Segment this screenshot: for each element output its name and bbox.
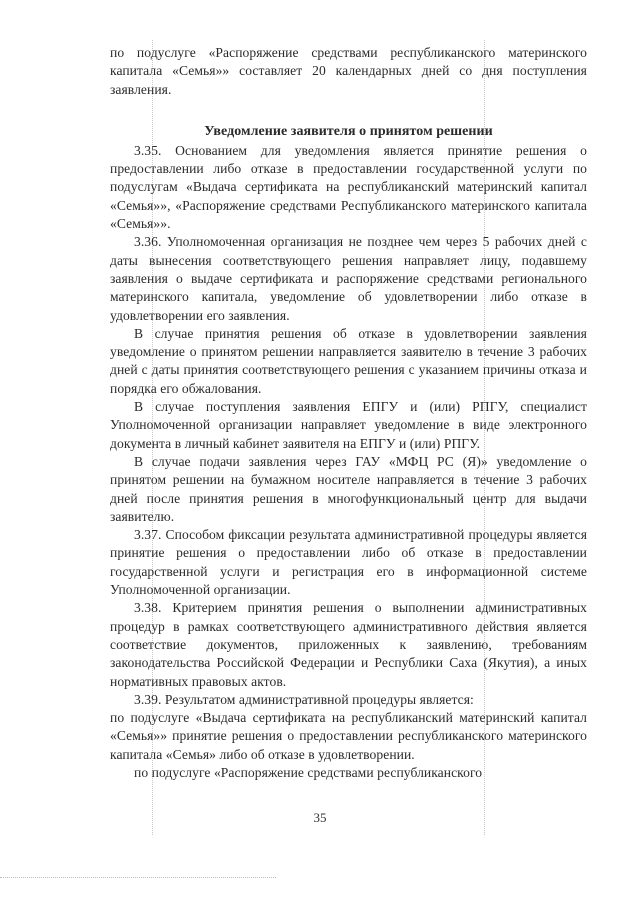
- scan-bottom-edge: [0, 877, 276, 878]
- paragraph-3-38: 3.38. Критерием принятия решения о выполнении административных процедур в рамках соответствующего административного действия является соответствие документов, приложенных к заявлению, требованиям законодательства Российской Федерации и Республики Саха (Якутия), а иных нормативных правовых актов.: [110, 600, 587, 689]
- section-heading: Уведомление заявителя о принятом решении: [204, 123, 493, 139]
- paragraph-refusal-notice: В случае принятия решения об отказе в удовлетворении заявления уведомление о принятом решении направляется заявителю в течение 3 рабочих дней с даты принятия соответствующего решения с указанием причины отказа и порядка его обжалования.: [110, 325, 587, 396]
- paragraph-3-35: 3.35. Основанием для уведомления является принятие решения о предоставлении либо отказе в предоставлении государственной услуги по подуслугам «Выдача сертификата на республиканский материнский капитал «Семья»», «Распоряжение средствами Республиканского материнского капитала «Семья»».: [110, 142, 587, 232]
- document-body: [110, 44, 587, 782]
- paragraph-subservice-certificate: по подуслуге «Выдача сертификата на республиканский материнский капитал «Семья»» принятие решения о предоставлении республиканского материнского капитала «Семья» либо об отказе в удовлетворении.: [110, 710, 587, 762]
- paragraph-mfc-notice: В случае подачи заявления через ГАУ «МФЦ РС (Я)» уведомление о принятом решении на бумажном носителе направляется в течение 3 рабочих дней после принятия решения в многофункциональный центр для выдачи заявителю.: [110, 453, 587, 524]
- paragraph-epgu-notice: В случае поступления заявления ЕПГУ и (или) РПГУ, специалист Уполномоченной организации направляет уведомление в виде электронного документа в личный кабинет заявителя на ЕПГУ и (или) РПГУ.: [110, 399, 587, 451]
- paragraph-3-39: 3.39. Результатом административной процедуры является:: [134, 691, 474, 707]
- paragraph-subservice-disposal: по подуслуге «Распоряжение средствами республиканского: [134, 764, 483, 780]
- paragraph-intro: по подуслуге «Распоряжение средствами республиканского материнского капитала «Семья»» составляет 20 календарных дней со дня поступления заявления.: [110, 45, 587, 97]
- paragraph-3-36: 3.36. Уполномоченная организация не позднее чем через 5 рабочих дней с даты вынесения соответствующего решения направляет лицу, подавшему заявления о выдаче сертификата и распоряжение средствами регионального материнского капитала, уведомление об удовлетворении либо отказе в удовлетворении его заявления.: [110, 234, 587, 323]
- page-number: 35: [313, 810, 327, 825]
- paragraph-3-37: 3.37. Способом фиксации результата административной процедуры является принятие решения о предоставлении либо об отказе в предоставлении государственной услуги и регистрация его в информационной системе Уполномоченной организации.: [110, 527, 587, 598]
